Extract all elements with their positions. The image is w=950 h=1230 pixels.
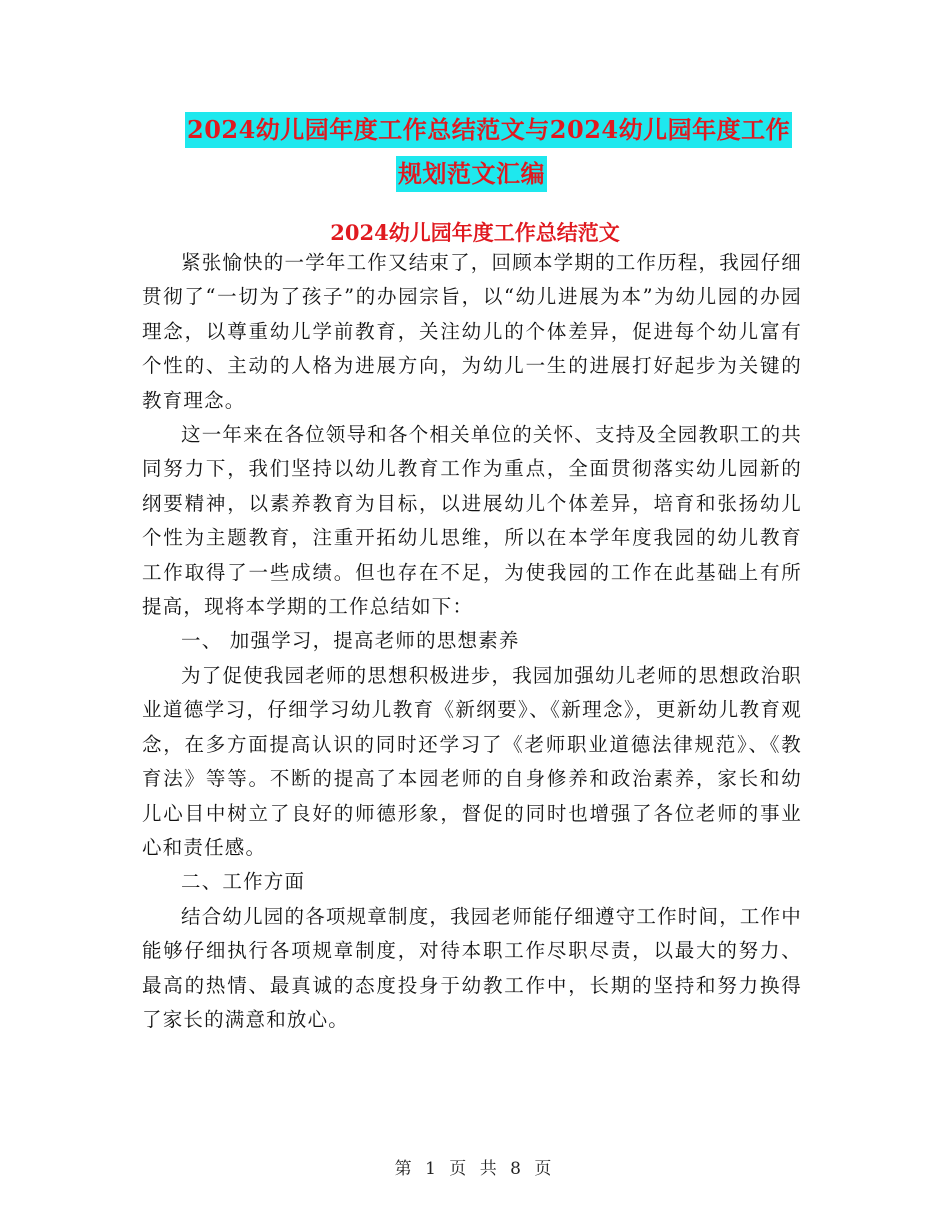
title-line-1: 2024幼儿园年度工作总结范文与2024幼儿园年度工作 (185, 112, 792, 148)
paragraph-4: 结合幼儿园的各项规章制度，我园老师能仔细遵守工作时间，工作中能够仔细执行各项规章制度，对待本职工作尽职尽责，以最大的努力、最高的热情、最真诚的态度投身于幼教工作中，长期的坚持和努力换得了家长的满意和放心。 (142, 904, 803, 1031)
heading-2: 二、工作方面 (181, 870, 306, 894)
heading-1: 一、 加强学习，提高老师的思想素养 (181, 629, 520, 653)
paragraph-3: 为了促使我园老师的思想积极进步，我园加强幼儿老师的思想政治职业道德学习，仔细学习幼儿教育《新纲要》、《新理念》，更新幼儿教育观念，在多方面提高认识的同时还学习了《老师职业道德法律规范》、《教育法》等等。不断的提高了本园老师的自身修养和政治素养，家长和幼儿心目中树立了良好的师德形象，督促的同时也增强了各位老师的事业心和责任感。 (142, 663, 803, 859)
page-footer: 第 1 页 共 8 页 (394, 1159, 556, 1179)
title-line-2: 规划范文汇编 (396, 156, 547, 192)
section-title: 2024幼儿园年度工作总结范文 (330, 220, 620, 245)
paragraph-2: 这一年来在各位领导和各个相关单位的关怀、支持及全园教职工的共同努力下，我们坚持以幼儿教育工作为重点，全面贯彻落实幼儿园新的纲要精神，以素养教育为目标，以进展幼儿个体差异，培育和张扬幼儿个性为主题教育，注重开拓幼儿思维，所以在本学年度我园的幼儿教育工作取得了一些成绩。但也存在不足，为使我园的工作在此基础上有所提高，现将本学期的工作总结如下： (142, 423, 803, 619)
document-body (142, 246, 802, 1037)
paragraph-1: 紧张愉快的一学年工作又结束了，回顾本学期的工作历程，我园仔细贯彻了“一切为了孩子”的办园宗旨，以“幼儿进展为本”为幼儿园的办园理念，以尊重幼儿学前教育，关注幼儿的个体差异，促进每个幼儿富有个性的、主动的人格为进展方向，为幼儿一生的进展打好起步为关键的教育理念。 (142, 251, 803, 412)
